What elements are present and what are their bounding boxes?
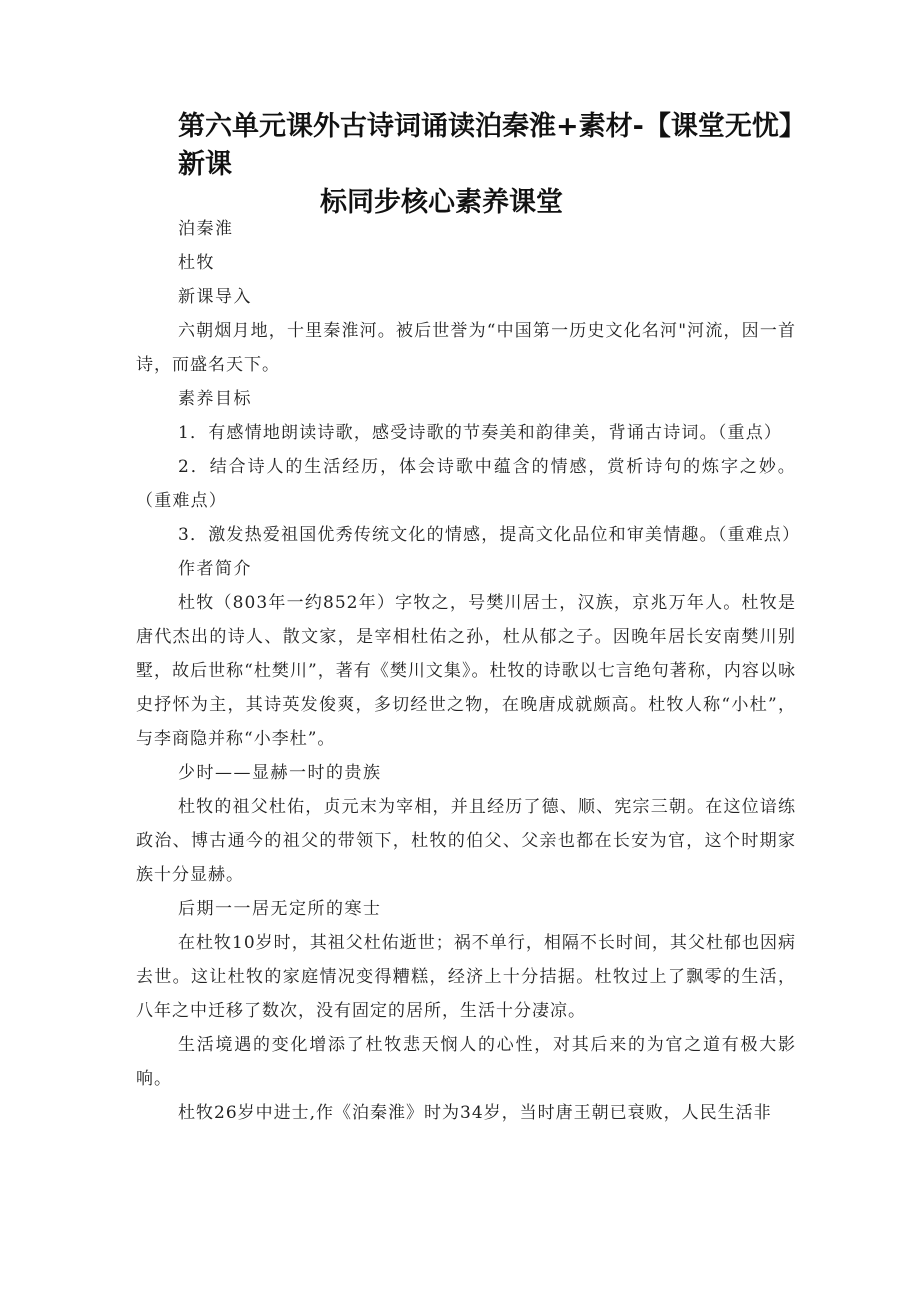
subheading-youth: 少时——显赫一时的贵族 xyxy=(178,763,382,783)
intro-paragraph: 六朝烟月地，十里秦淮河。被后世誉为“中国第一历史文化名河"河流，因一首诗，而盛名天下。 xyxy=(136,321,796,375)
section-heading-intro: 新课导入 xyxy=(178,287,252,307)
goal-item-3: 3．激发热爱祖国优秀传统文化的情感，提高文化品位和审美情趣。（重难点） xyxy=(178,525,801,545)
document-title xyxy=(178,108,798,222)
author-bio-paragraph: 杜牧（803年一约852年）字牧之，号樊川居士，汉族，京兆万年人。杜牧是唐代杰出的诗人、散文家，是宰相杜佑之孙，杜从郁之子。因晚年居长安南樊川别墅，故后世称“杜樊川”，著有《樊川文集》。杜牧的诗歌以七言绝句著称，内容以咏史抒怀为主，其诗英发俊爽，多切经世之物，在晚唐成就颇高。杜牧人称“小杜”，与李商隐并称“小李杜”。 xyxy=(136,593,796,749)
poem-author: 杜牧 xyxy=(178,253,215,273)
context-paragraph: 杜牧26岁中进士,作《泊秦淮》时为34岁，当时唐王朝已衰败，人民生活非 xyxy=(178,1103,772,1123)
poem-title: 泊秦淮 xyxy=(178,219,234,239)
subheading-later: 后期一一居无定所的寒士 xyxy=(178,899,382,919)
youth-paragraph: 杜牧的祖父杜佑，贞元末为宰相，并且经历了德、顺、宪宗三朝。在这位谙练政治、博古通今的祖父的带领下，杜牧的伯父、父亲也都在长安为官，这个时期家族十分显赫。 xyxy=(136,797,796,885)
later-paragraph: 在杜牧10岁时，其祖父杜佑逝世；祸不单行，相隔不长时间，其父杜郁也因病去世。这让杜牧的家庭情况变得糟糕，经济上十分拮据。杜牧过上了飘零的生活，八年之中迁移了数次，没有固定的居所，生活十分凄凉。 xyxy=(136,933,796,1021)
section-heading-goals: 素养目标 xyxy=(178,389,252,409)
section-heading-author: 作者简介 xyxy=(178,559,252,579)
goal-item-1: 1．有感情地朗读诗歌，感受诗歌的节奏美和韵律美，背诵古诗词。（重点） xyxy=(178,423,783,443)
title-line-1: 第六单元课外古诗词诵读泊秦淮+素材-【课堂无忧】新课 xyxy=(178,111,793,180)
title-line-2: 标同步核心素养课堂 xyxy=(320,187,563,218)
influence-paragraph: 生活境遇的变化增添了杜牧悲天悯人的心性，对其后来的为官之道有极大影响。 xyxy=(136,1035,796,1089)
document-body xyxy=(136,212,801,1130)
goal-item-2: 2．结合诗人的生活经历，体会诗歌中蕴含的情感，赏析诗句的炼字之妙。（重难点） xyxy=(136,457,796,511)
